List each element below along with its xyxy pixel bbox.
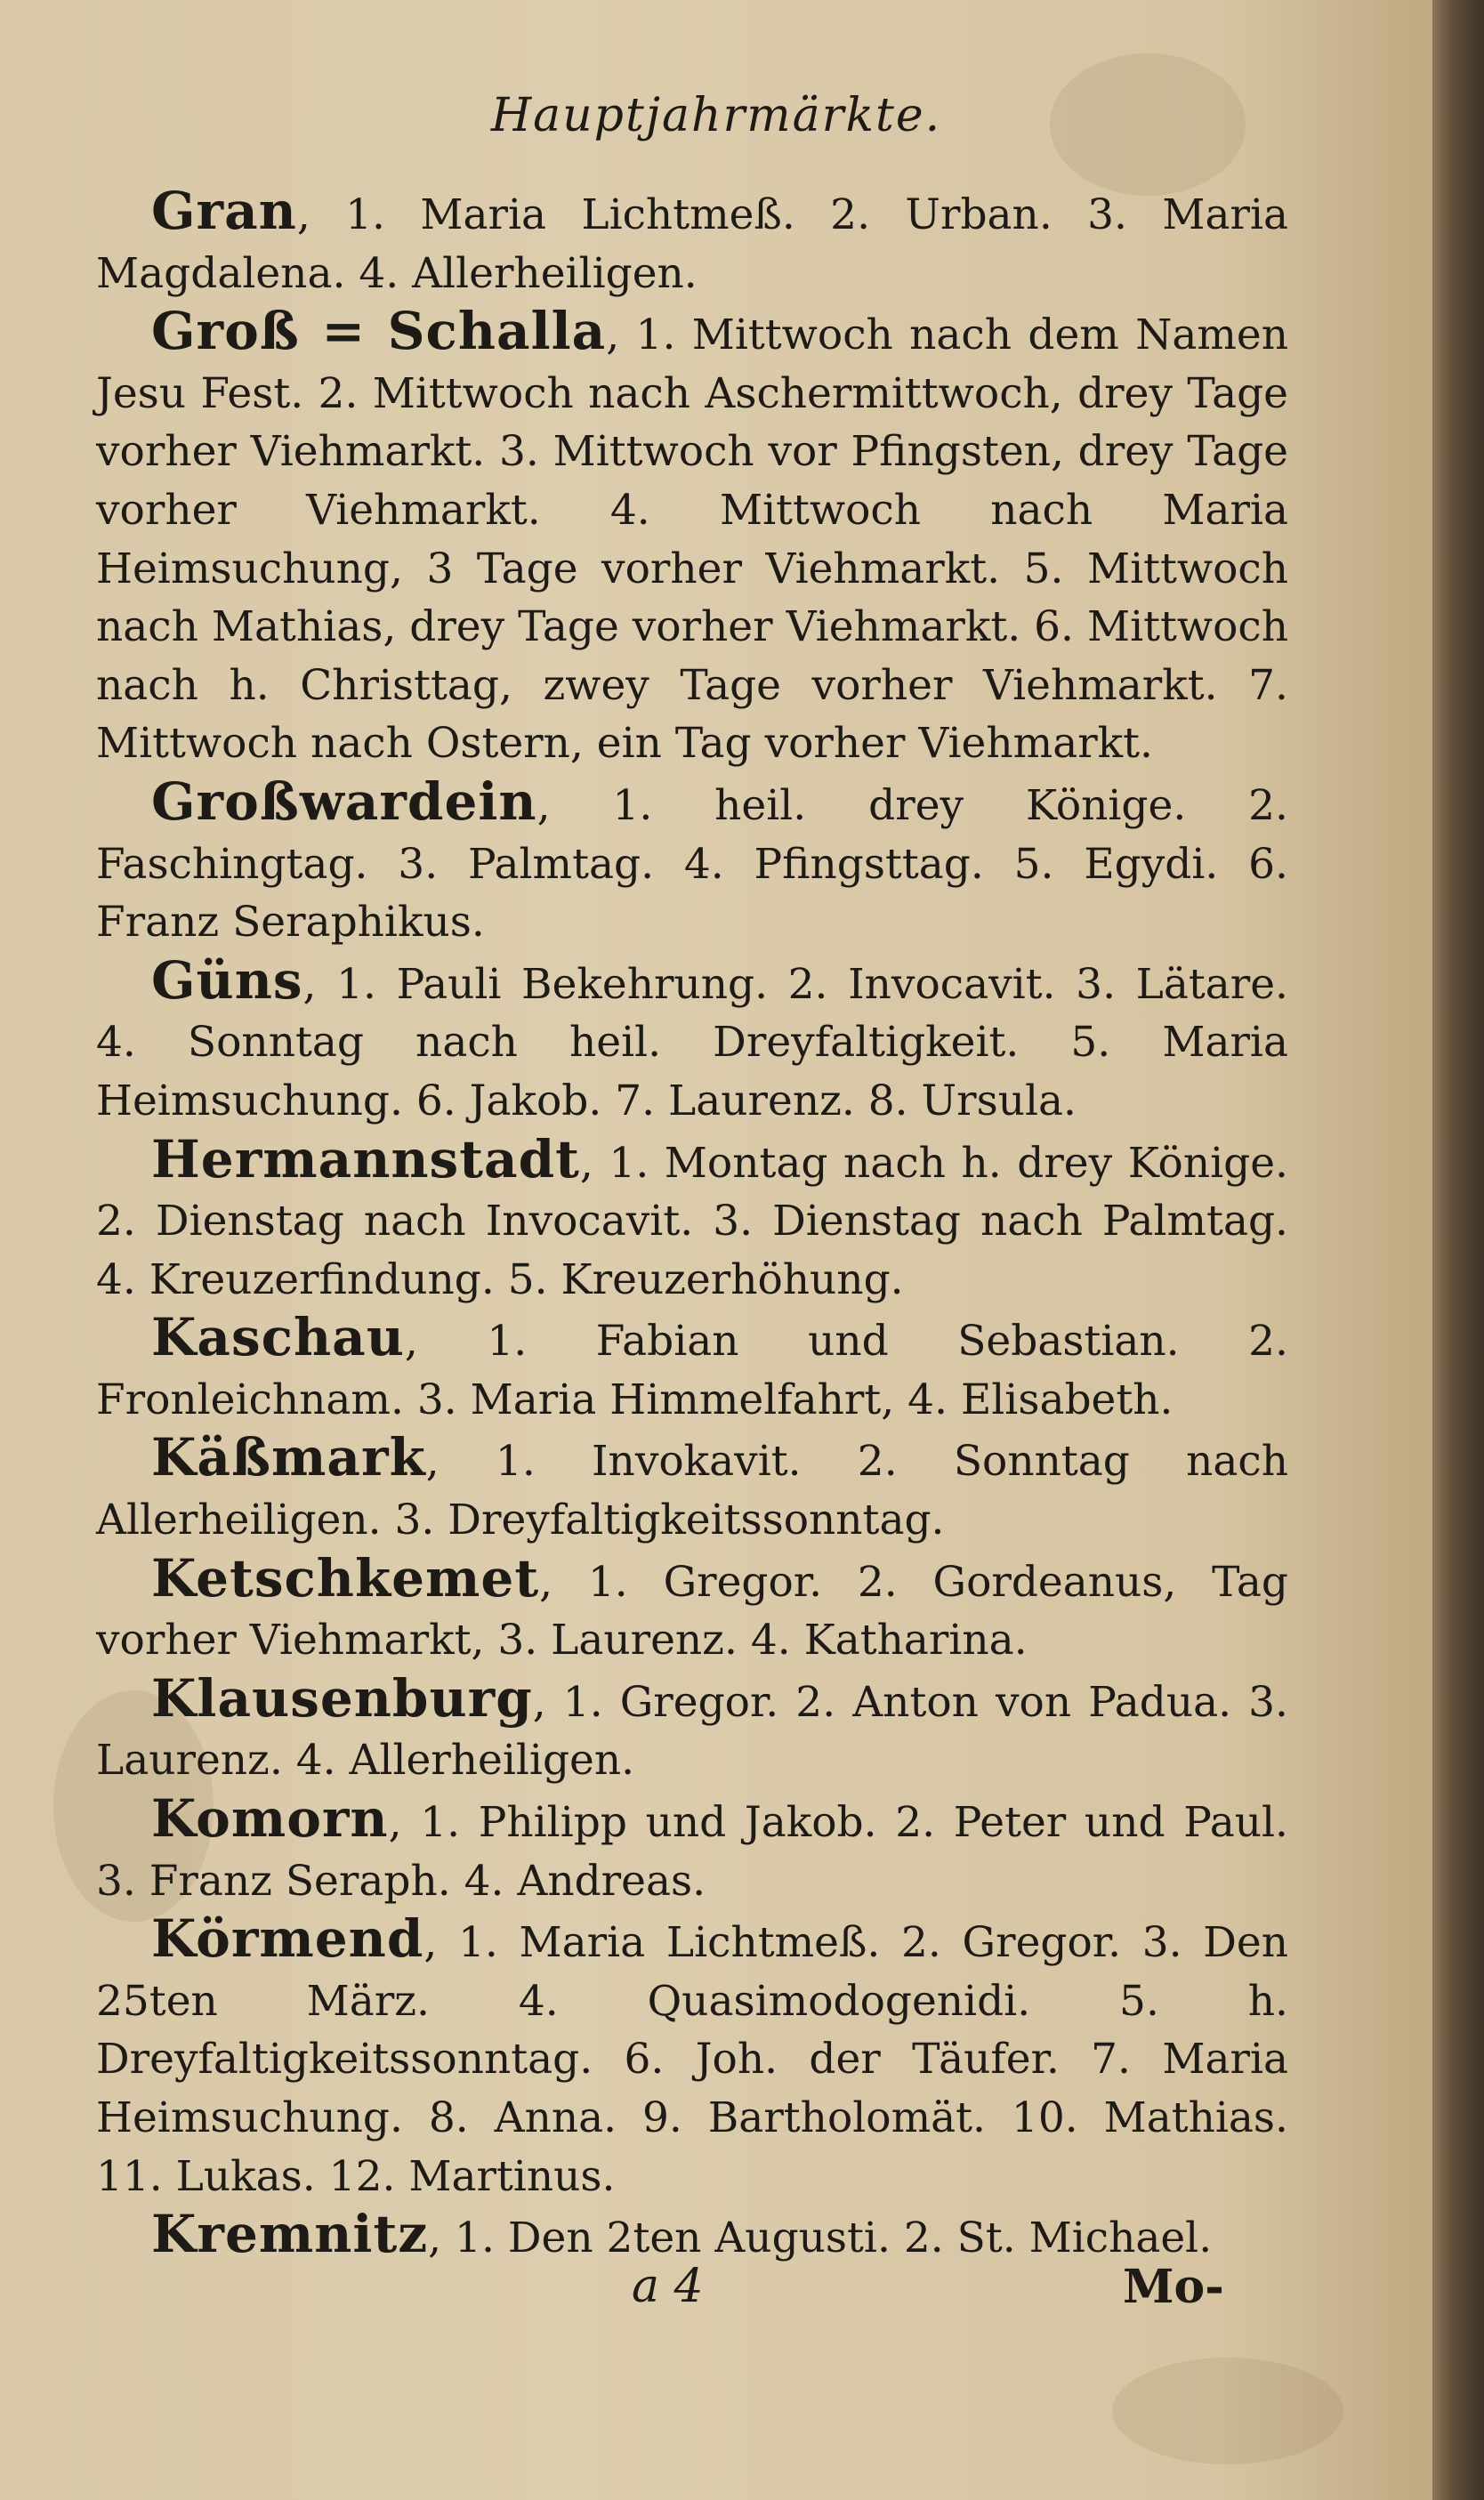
town-name: Hermannstadt xyxy=(151,1128,580,1190)
market-dates: , 1. Fabian und Sebastian. 2. Fronleichnam. 3. Maria Himmelfahrt, 4. Elisabeth. xyxy=(96,1317,1288,1424)
market-dates: , 1. Philipp und Jakob. 2. Peter und Paul. 3. Franz Seraph. 4. Andreas. xyxy=(96,1798,1288,1906)
town-name: Komorn xyxy=(151,1788,389,1850)
market-dates: , 1. Montag nach h. drey Könige. 2. Dienstag nach Invocavit. 3. Dienstag nach Palmtag. 4. Kreuzerfindung. 5. Kreuzerhöhung. xyxy=(96,1138,1288,1304)
signature-mark: a 4 xyxy=(632,2260,704,2313)
market-entry xyxy=(96,1429,1288,1549)
market-dates: , 1. Invokavit. 2. Sonntag nach Allerheiligen. 3. Dreyfaltigkeitssonntag. xyxy=(96,1437,1288,1545)
market-entry xyxy=(96,1547,1288,1670)
running-header: Hauptjahrmärkte. xyxy=(490,89,942,142)
market-entry xyxy=(96,1128,1288,1310)
market-dates: , 1. heil. drey Könige. 2. Faschingtag. 3. Palmtag. 4. Pfingsttag. 5. Egydi. 6. Franz Seraphikus. xyxy=(96,780,1288,948)
town-name: Klausenburg xyxy=(151,1667,533,1729)
market-list xyxy=(96,182,1288,2268)
market-dates: , 1. Maria Lichtmeß. 2. Gregor. 3. Den 25ten März. 4. Quasimodogenidi. 5. h. Dreyfaltigkeitssonntag. 6. Joh. der Täufer. 7. Maria Heimsuchung. 8. Anna. 9. Bartholomät. 10. Mathias. 11. Lukas. 12. Martinus. xyxy=(96,1918,1288,2201)
catchword: Mo- xyxy=(1123,2260,1224,2314)
town-name: Groß = Schalla xyxy=(151,301,607,362)
paper-stain xyxy=(1112,2358,1343,2464)
market-dates: , 1. Maria Lichtmeß. 2. Urban. 3. Maria Magdalena. 4. Allerheiligen. xyxy=(96,190,1288,298)
page-footer xyxy=(0,2260,1432,2322)
market-entry xyxy=(96,302,1288,773)
market-dates: , 1. Gregor. 2. Gordeanus, Tag vorher Viehmarkt, 3. Laurenz. 4. Katharina. xyxy=(96,1557,1288,1665)
town-name: Gran xyxy=(151,181,297,241)
town-name: Körmend xyxy=(151,1908,424,1970)
town-name: Güns xyxy=(151,949,303,1011)
market-entry xyxy=(96,182,1288,302)
market-entry xyxy=(96,1910,1288,2206)
town-name: Ketschkemet xyxy=(151,1547,540,1609)
page-edge-shadow xyxy=(1432,0,1484,2500)
market-dates: , 1. Den 2ten Augusti. 2. St. Michael. xyxy=(428,2214,1213,2263)
market-entry xyxy=(96,770,1288,952)
market-dates: , 1. Pauli Bekehrung. 2. Invocavit. 3. Lätare. 4. Sonntag nach heil. Dreyfaltigkeit. 5. Maria Heimsuchung. 6. Jakob. 7. Laurenz. 8. Ursula. xyxy=(96,959,1288,1125)
town-name: Kaschau xyxy=(151,1307,405,1368)
market-dates: , 1. Mittwoch nach dem Namen Jesu Fest. 2. Mittwoch nach Aschermittwoch, drey Tage vorher Viehmarkt. 3. Mittwoch vor Pfingsten, drey Tage vorher Viehmarkt. 4. Mittwoch nach Maria Heimsuchung, 3 Tage vorher Viehmarkt. 5. Mittwoch nach Mathias, drey Tage vorher Viehmarkt. 6. Mittwoch nach h. Christtag, zwey Tage vorher Viehmarkt. 7. Mittwoch nach Ostern, ein Tag vorher Viehmarkt. xyxy=(96,310,1288,769)
market-entry xyxy=(96,949,1288,1131)
town-name: Käßmark xyxy=(151,1427,426,1488)
market-dates: , 1. Gregor. 2. Anton von Padua. 3. Laurenz. 4. Allerheiligen. xyxy=(96,1677,1288,1786)
town-name: Großwardein xyxy=(151,770,537,832)
market-entry xyxy=(96,1667,1288,1790)
market-entry xyxy=(96,2206,1288,2268)
market-entry xyxy=(96,1309,1288,1429)
town-name: Kremnitz xyxy=(151,2204,429,2265)
market-entry xyxy=(96,1790,1288,1910)
